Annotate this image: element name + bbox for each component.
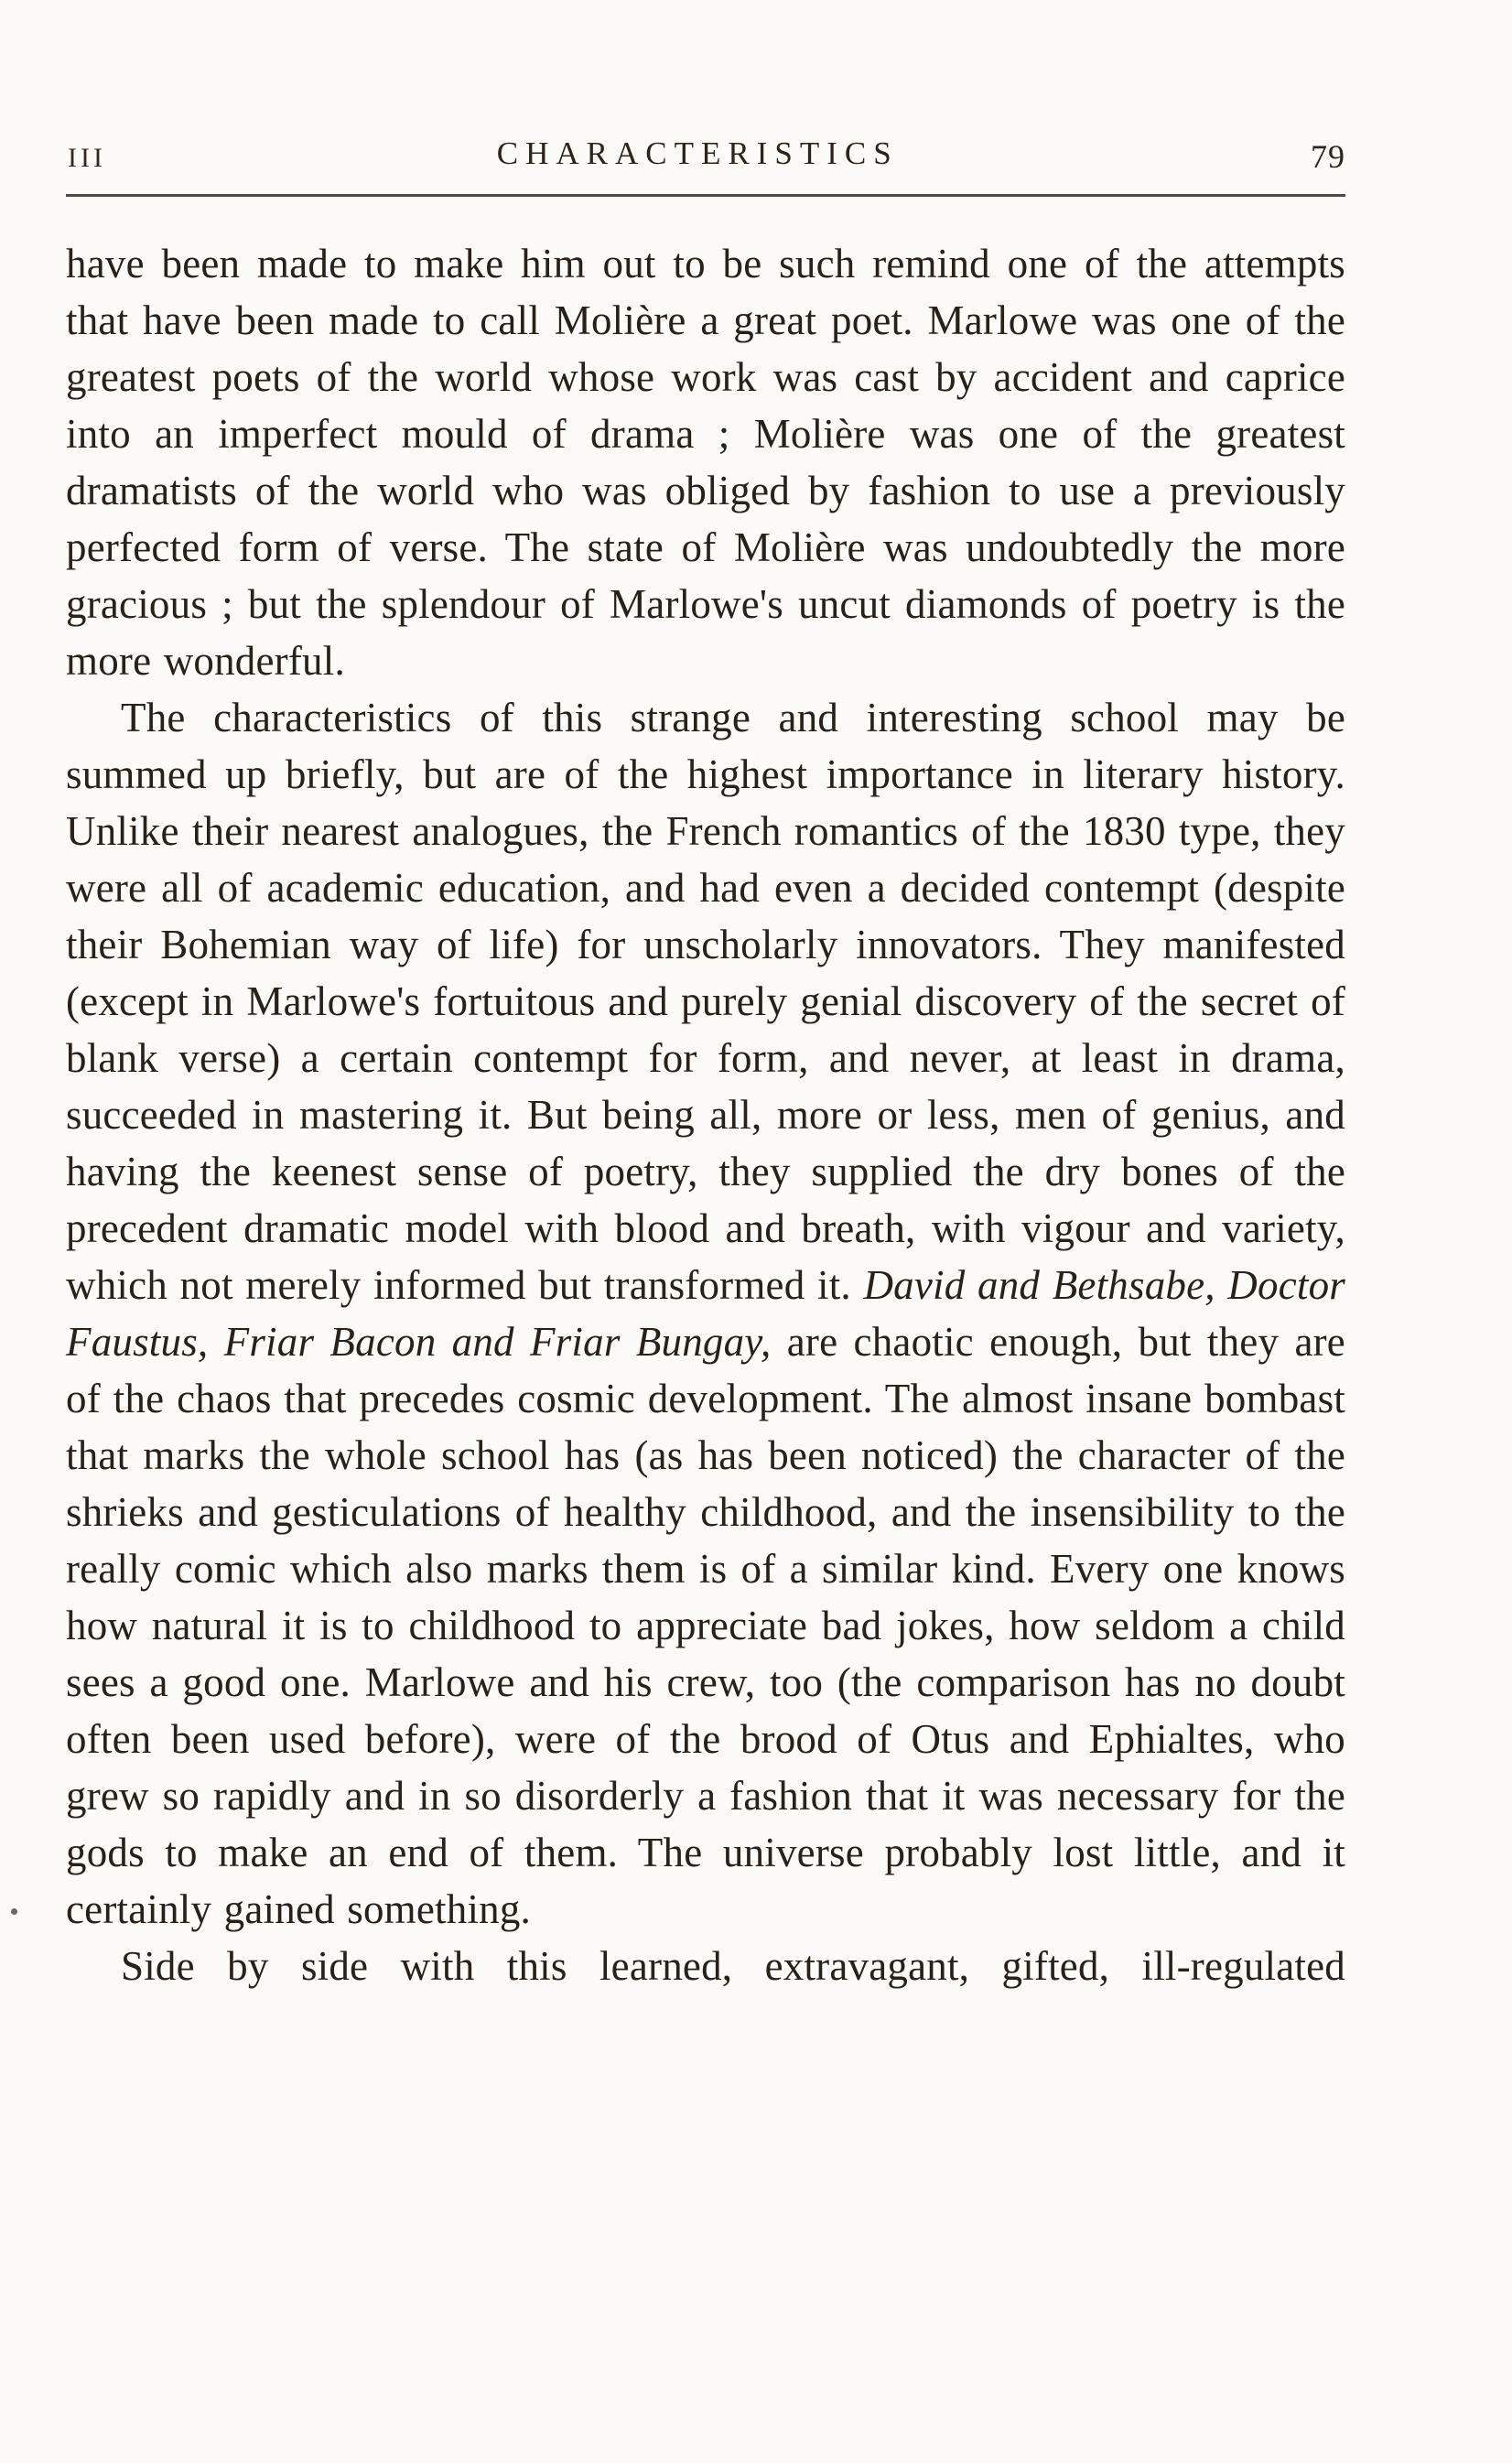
paragraph-2-text-a: The characteristics of this strange and interesting school may be summed up briefly, but are of the highest importance in literary history. Unlike their nearest analogues, the French romantics of the 1830 type, they were all of academic education, and had even a decided contempt (despite their Bohemian way of life) for unscholarly innovators. They manifested (except in Marlowe's fortuitous and purely genial discovery of the secret of blank verse) a certain contempt for form, and never, at least in drama, succeeded in mastering it. But being all, more or less, men of genius, and having the keenest sense of poetry, they supplied the dry bones of the precedent dramatic model with blood and breath, with vigour and variety, which not merely informed but transformed it. xyxy=(66,695,1345,1308)
page-body xyxy=(66,235,1345,1994)
paragraph-3-text: Side by side with this learned, extravagant, gifted, ill-regulated xyxy=(121,1943,1345,1989)
paragraph-1 xyxy=(66,235,1345,689)
paragraph-3 xyxy=(66,1938,1345,1994)
page-header xyxy=(66,135,1345,178)
book-titles-italic: David and Bethsabe, Doctor Faustus, Friar Bacon and Friar Bungay, xyxy=(66,1262,1345,1365)
paragraph-2 xyxy=(66,689,1345,1938)
scan-speck xyxy=(11,1908,17,1915)
chapter-numeral: III xyxy=(68,143,106,173)
header-rule xyxy=(66,194,1345,197)
page-number: 79 xyxy=(1311,138,1345,175)
paragraph-2-text-b: are chaotic enough, but they are of the chaos that precedes cosmic development. The almost insane bombast that marks the whole school has (as has been noticed) the character of the shrieks and gesticulations of healthy childhood, and the insensibility to the really comic which also marks them is of a similar kind. Every one knows how natural it is to childhood to appreciate bad jokes, how seldom a child sees a good one. Marlowe and his crew, too (the comparison has no doubt often been used before), were of the brood of Otus and Ephialtes, who grew so rapidly and in so disorderly a fashion that it was necessary for the gods to make an end of them. The universe probably lost little, and it certainly gained something. xyxy=(66,1319,1345,1932)
running-title: CHARACTERISTICS xyxy=(496,135,899,171)
paragraph-1-text: have been made to make him out to be such remind one of the attempts that have been made to call Molière a great poet. Marlowe was one of the greatest poets of the world whose work was cast by accident and caprice into an imperfect mould of drama ; Molière was one of the greatest dramatists of the world who was obliged by fashion to use a previously perfected form of verse. The state of Molière was undoubtedly the more gracious ; but the splendour of Marlowe's uncut diamonds of poetry is the more wonderful. xyxy=(66,241,1345,684)
